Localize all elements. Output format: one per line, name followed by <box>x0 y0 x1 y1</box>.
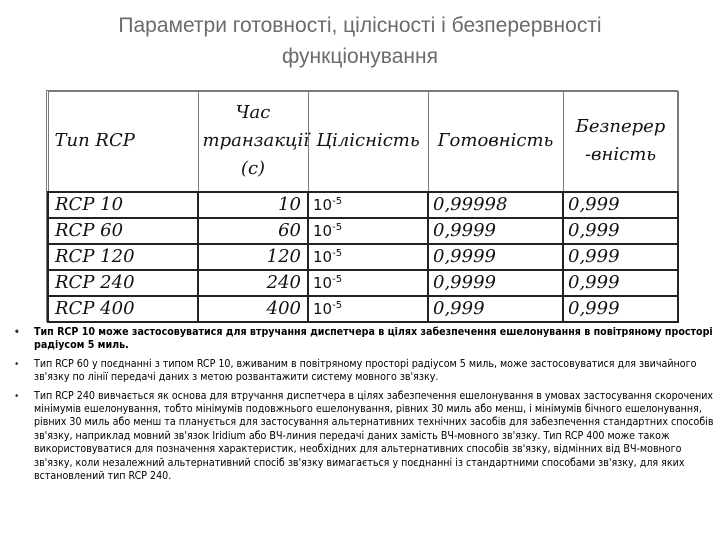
cell-integrity <box>308 270 428 296</box>
cell-continuity: 0,999 <box>563 296 678 322</box>
table-row <box>48 218 678 244</box>
rcp-table-container <box>46 90 678 322</box>
table-header-row <box>48 92 678 192</box>
header-transaction-time: Час транзакції (с) <box>198 92 308 192</box>
integrity-exponent: -5 <box>332 221 343 233</box>
list-item <box>14 326 714 353</box>
cell-integrity <box>308 296 428 322</box>
cell-availability: 0,9999 <box>428 218 563 244</box>
list-item <box>14 390 714 484</box>
header-availability: Готовність <box>428 92 563 192</box>
cell-time: 120 <box>198 244 308 270</box>
integrity-exponent: -5 <box>332 299 343 311</box>
cell-time: 400 <box>198 296 308 322</box>
slide-title: Параметри готовності, цілісності і безперервності функціонування <box>118 14 602 68</box>
cell-availability: 0,9999 <box>428 244 563 270</box>
bullet-list <box>14 326 714 488</box>
cell-continuity: 0,999 <box>563 192 678 218</box>
bullet-marker: • <box>14 390 20 402</box>
table-row <box>48 244 678 270</box>
integrity-exponent: -5 <box>332 273 343 285</box>
bullet-marker: • <box>14 327 20 338</box>
cell-integrity <box>308 192 428 218</box>
cell-type: RCP 240 <box>48 270 198 296</box>
cell-availability: 0,99998 <box>428 192 563 218</box>
table-row <box>48 296 678 322</box>
header-integrity: Цілісність <box>308 92 428 192</box>
cell-type: RCP 60 <box>48 218 198 244</box>
cell-time: 240 <box>198 270 308 296</box>
header-type: Тип RCP <box>48 92 198 192</box>
header-continuity: Безперер -вність <box>563 92 678 192</box>
integrity-base: 10 <box>313 195 333 214</box>
integrity-base: 10 <box>313 221 333 240</box>
integrity-base: 10 <box>313 273 333 292</box>
cell-continuity: 0,999 <box>563 218 678 244</box>
cell-availability: 0,9999 <box>428 270 563 296</box>
table-row <box>48 192 678 218</box>
bullet-text: Тип RCP 10 може застосовуватися для втручання диспетчера в цілях забезпечення ешелонування в повітряному просторі радіусом 5 миль. <box>34 326 713 352</box>
integrity-exponent: -5 <box>332 247 343 259</box>
cell-continuity: 0,999 <box>563 270 678 296</box>
bullet-text: Тип RCP 240 вивчається як основа для втручання диспетчера в цілях забезпечення ешелонування в умовах застосування скорочених мінімумів ешелонування, тобто мінімумів подовжнього ешелонування, рівних 30 миль або менш, і мінімумів бічного ешелонування, рівних 30 миль або менш та планується для застосування альтернативних технічних засобів для забезпечення стандартних способів зв'язку, наприклад мовний зв'язок Iridium або ВЧ-линия передачі даних замість ВЧ-мовного зв'язку. Тип RCP 400 може також використовуватися для позначення характеристик, необхідних для альтернативних способів зв'язку, відмінних від ВЧ-мовного зв'язку, коли незалежний альтернативний спосіб зв'язку вимагається у поєднанні із стандартними способами зв'язку, для яких встановлений тип RCP 240. <box>34 389 714 483</box>
table-row <box>48 270 678 296</box>
integrity-base: 10 <box>313 299 333 318</box>
cell-availability: 0,999 <box>428 296 563 322</box>
cell-continuity: 0,999 <box>563 244 678 270</box>
cell-type: RCP 10 <box>48 192 198 218</box>
cell-type: RCP 120 <box>48 244 198 270</box>
cell-time: 10 <box>198 192 308 218</box>
cell-integrity <box>308 244 428 270</box>
integrity-base: 10 <box>313 247 333 266</box>
rcp-parameters-table <box>47 91 679 323</box>
list-item <box>14 358 714 385</box>
cell-type: RCP 400 <box>48 296 198 322</box>
integrity-exponent: -5 <box>332 195 343 207</box>
bullet-text: Тип RCP 60 у поєднанні з типом RCP 10, вживаним в повітряному просторі радіусом 5 миль, може застосовуватися для звичайного зв'язку по лінії передачі даних з метою розвантажити систему мовного зв'язку. <box>34 357 697 384</box>
bullet-marker: • <box>14 358 20 370</box>
cell-time: 60 <box>198 218 308 244</box>
cell-integrity <box>308 218 428 244</box>
